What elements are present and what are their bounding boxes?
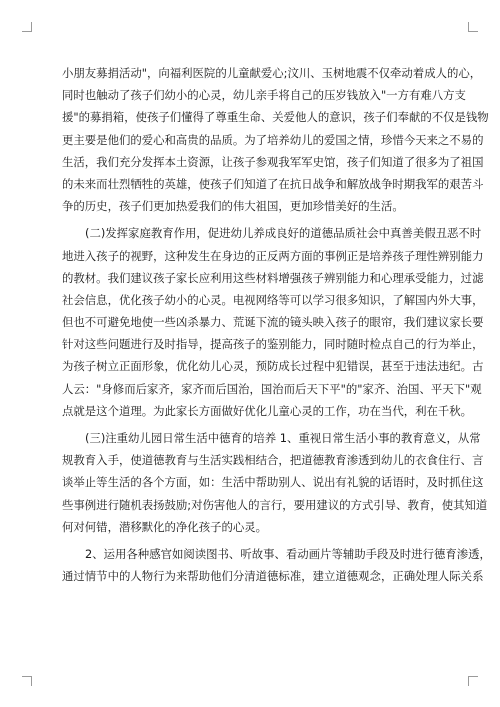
text-line: 点就是这个道理。为此家长方面做好优化儿童心灵的工作，功在当代，利在千秋。 bbox=[62, 403, 473, 418]
text-line: 规教育入手，使道德教育与生活实践相结合，把道德教育渗透到幼儿的衣食住行、言 bbox=[62, 453, 484, 468]
text-line: 些事例进行随机表扬鼓励;对伤害他人的言行，要用建议的方式引导、教育，使其知道 bbox=[62, 497, 488, 512]
text-line: 为孩子树立正面形象，优化幼儿心灵，预防成长过程中犯错误，甚至于违法违纪。古 bbox=[62, 359, 484, 374]
text-line: 地进入孩子的视野，这种发生在身边的正反两方面的事例正是培养孩子理性辨别能力 bbox=[62, 248, 484, 263]
crop-mark-bottom-left bbox=[22, 676, 32, 686]
paragraph-4 bbox=[62, 543, 491, 587]
paragraph-2 bbox=[62, 222, 484, 422]
text-line: 谈举止等生活的各个方面，如：生活中帮助别人、说出有礼貌的话语时，及时抓住这 bbox=[62, 475, 484, 490]
document-body bbox=[62, 62, 491, 587]
text-line: 同时也触动了孩子们幼小的心灵，幼儿亲手将自己的压岁钱放入"一方有难八方支 bbox=[62, 88, 466, 103]
crop-mark-top-right bbox=[468, 22, 478, 32]
text-line: 人云："身修而后家齐，家齐而后国治，国治而后天下平"的"家齐、治国、平天下"观 bbox=[62, 381, 482, 396]
text-line: 通过情节中的人物行为来帮助他们分清道德标准，建立道德观念，正确处理人际关系 bbox=[62, 569, 484, 584]
paragraph-3 bbox=[62, 427, 488, 538]
text-line: 针对这些问题进行及时指导，提高孩子的鉴别能力，同时随时检点自己的行为举止， bbox=[62, 337, 484, 352]
text-line: 但也不可避免地使一些凶杀暴力、荒诞下流的镜头映入孩子的眼帘，我们建议家长要 bbox=[62, 315, 484, 330]
text-line: 小朋友募捐活动"，向福利医院的儿童献爱心;汶川、玉树地震不仅牵动着成人的心， bbox=[62, 66, 482, 80]
text-line: 更主要是他们的爱心和高贵的品质。为了培养幼儿的爱国之情，珍惜今天来之不易的 bbox=[62, 132, 484, 147]
text-line: 援"的募捐箱，使孩子们懂得了尊重生命、关爱他人的意识，孩子们奉献的不仅是钱物 bbox=[62, 110, 489, 125]
text-line: 的未来而壮烈牺牲的英雄，使孩子们知道了在抗日战争和解放战争时期我军的艰苦斗 bbox=[62, 176, 484, 191]
text-line: (二)发挥家庭教育作用，促进幼儿养成良好的道德品质社会中真善美假丑恶不时 bbox=[85, 226, 482, 241]
text-line: (三)注重幼儿园日常生活中德育的培养 1、重视日常生活小事的教育意义，从常 bbox=[85, 431, 481, 445]
crop-mark-bottom-right bbox=[468, 676, 478, 686]
text-line: 的教材。我们建议孩子家长应利用这些材料增强孩子辨别能力和心理承受能力，过滤 bbox=[62, 270, 484, 285]
text-line: 争的历史，孩子们更加热爱我们的伟大祖国，更加珍惜美好的生活。 bbox=[62, 199, 404, 214]
text-line: 生活，我们充分发挥本土资源，让孩子参观我军军史馆，孩子们知道了很多为了祖国 bbox=[62, 154, 484, 169]
text-line: 何对何错，潜移默化的净化孩子的心灵。 bbox=[62, 519, 268, 534]
text-line: 社会信息，优化孩子幼小的心灵。电视网络等可以学习很多知识，了解国内外大事， bbox=[62, 292, 484, 307]
text-line: 2、运用各种感官如阅读图书、听故事、看动画片等辅助手段及时进行德育渗透， bbox=[85, 546, 491, 561]
crop-mark-top-left bbox=[22, 22, 32, 32]
paragraph-1 bbox=[62, 62, 489, 217]
